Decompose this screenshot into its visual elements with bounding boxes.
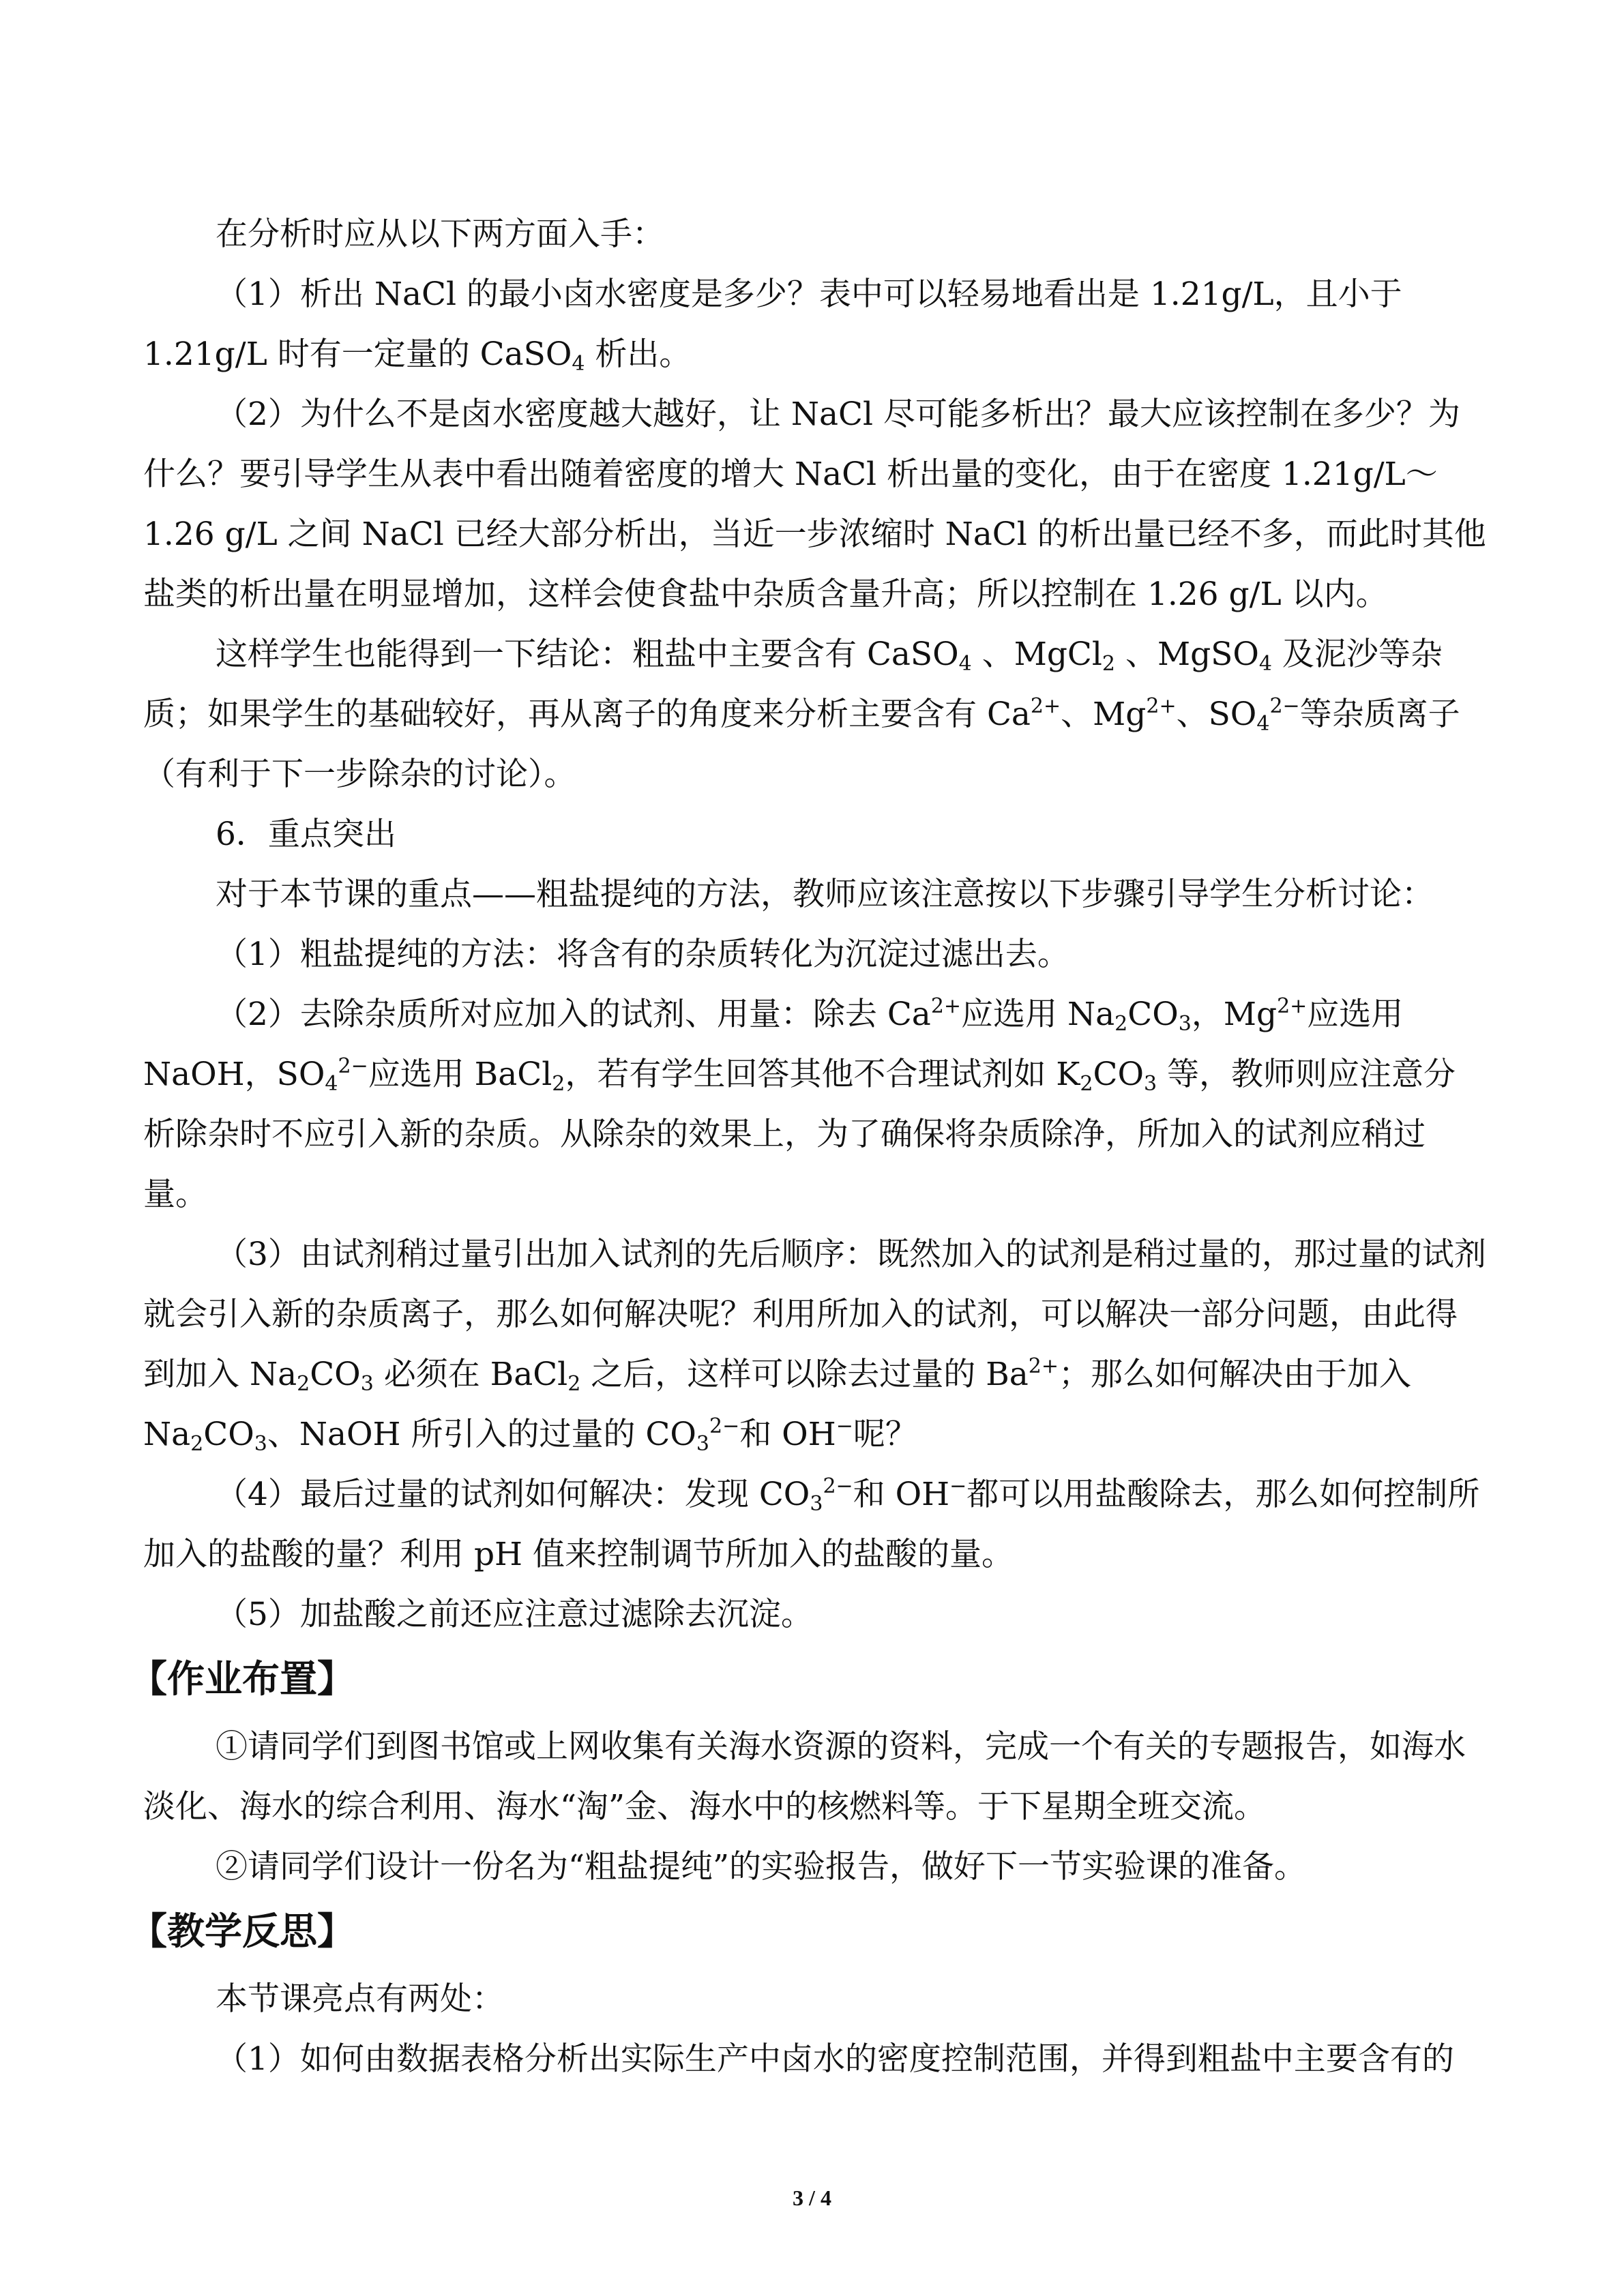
paragraph-step-3: （3）由试剂稍过量引出加入试剂的先后顺序：既然加入的试剂是稍过量的，那过量的试剂就会引入新的杂质离子，那么如何解决呢？利用所加入的试剂，可以解决一部分问题，由此得到加入 $Na_2CO_3$ 必须在 BaCl$_2$ 之后，这样可以除去过量的 $Ba^{2+}$；那么如何解决由于加入 $Na_2CO_3$、NaOH 所引入的过量的 $CO_3^{2-}$和 OH−呢？ <box>143 1236 1486 1456</box>
paragraph-intro: 在分析时应从以下两方面入手： <box>216 215 664 253</box>
heading-reflection: 【教学反思】 <box>130 1909 355 1953</box>
heading-homework: 【作业布置】 <box>130 1657 355 1701</box>
page-content <box>130 205 1487 2089</box>
paragraph-point-2: （2）为什么不是卤水密度越大越好，让 NaCl 尽可能多析出？最大应该控制在多少？为什么？要引导学生从表中看出随着密度的增大 NaCl 析出量的变化，由于在密度 1.21g/L～1.26 g/L 之间 NaCl 已经大部分析出，当近一步浓缩时 NaCl 的析出量已经不多，而此时其他盐类的析出量在明显增加，这样会使食盐中杂质含量升高；所以控制在 1.26 g/L 以内。 <box>143 396 1486 613</box>
paragraph-step-5: （5）加盐酸之前还应注意过滤除去沉淀。 <box>216 1596 813 1633</box>
paragraph-step-4: （4）最后过量的试剂如何解决：发现 $CO_3^{2-}$和 OH−都可以用盐酸除去，那么如何控制所加入的盐酸的量？利用 pH 值来控制调节所加入的盐酸的量。 <box>143 1474 1480 1573</box>
section-title-key-points: 6．重点突出 <box>216 816 396 853</box>
paragraph-homework-2: ②请同学们设计一份名为“粗盐提纯”的实验报告，做好下一节实验课的准备。 <box>216 1848 1307 1885</box>
page-number: 3 / 4 <box>793 2186 831 2210</box>
paragraph-reflection-intro: 本节课亮点有两处： <box>216 1980 504 2018</box>
paragraph-reflection-1: （1）如何由数据表格分析出实际生产中卤水的密度控制范围，并得到粗盐中主要含有的 <box>216 2040 1454 2078</box>
paragraph-point-1: （1）析出 NaCl 的最小卤水密度是多少？表中可以轻易地看出是 1.21g/L，且小于 1.21g/L 时有一定量的 CaSO$_4$ 析出。 <box>143 275 1402 376</box>
paragraph-homework-1: ①请同学们到图书馆或上网收集有关海水资源的资料，完成一个有关的专题报告，如海水淡化、海水的综合利用、海水“淘”金、海水中的核燃料等。于下星期全班交流。 <box>143 1728 1466 1825</box>
paragraph-conclusion: 这样学生也能得到一下结论：粗盐中主要含有 CaSO$_4$ 、MgCl$_2$ 、MgSO$_4$ 及泥沙等杂质；如果学生的基础较好，再从离子的角度来分析主要含有 $Ca^{2+}$、$Mg^{2+}$、$SO_4^{2-}$等杂质离子（有利于下一步除杂的讨论）。 <box>143 636 1460 793</box>
paragraph-key-points-intro: 对于本节课的重点——粗盐提纯的方法，教师应该注意按以下步骤引导学生分析讨论： <box>216 876 1434 913</box>
paragraph-step-1: （1）粗盐提纯的方法：将含有的杂质转化为沉淀过滤出去。 <box>216 936 1069 973</box>
paragraph-step-2: （2）去除杂质所对应加入的试剂、用量：除去 $Ca^{2+}$应选用 $Na_2CO_3$，$Mg^{2+}$应选用 NaOH，$SO_4^{2-}$应选用 BaCl$_2$，若有学生回答其他不合理试剂如 $K_2CO_3$ 等，教师则应注意分析除杂时不应引入新的杂质。从除杂的效果上，为了确保将杂质除净，所加入的试剂应稍过量。 <box>143 994 1456 1213</box>
